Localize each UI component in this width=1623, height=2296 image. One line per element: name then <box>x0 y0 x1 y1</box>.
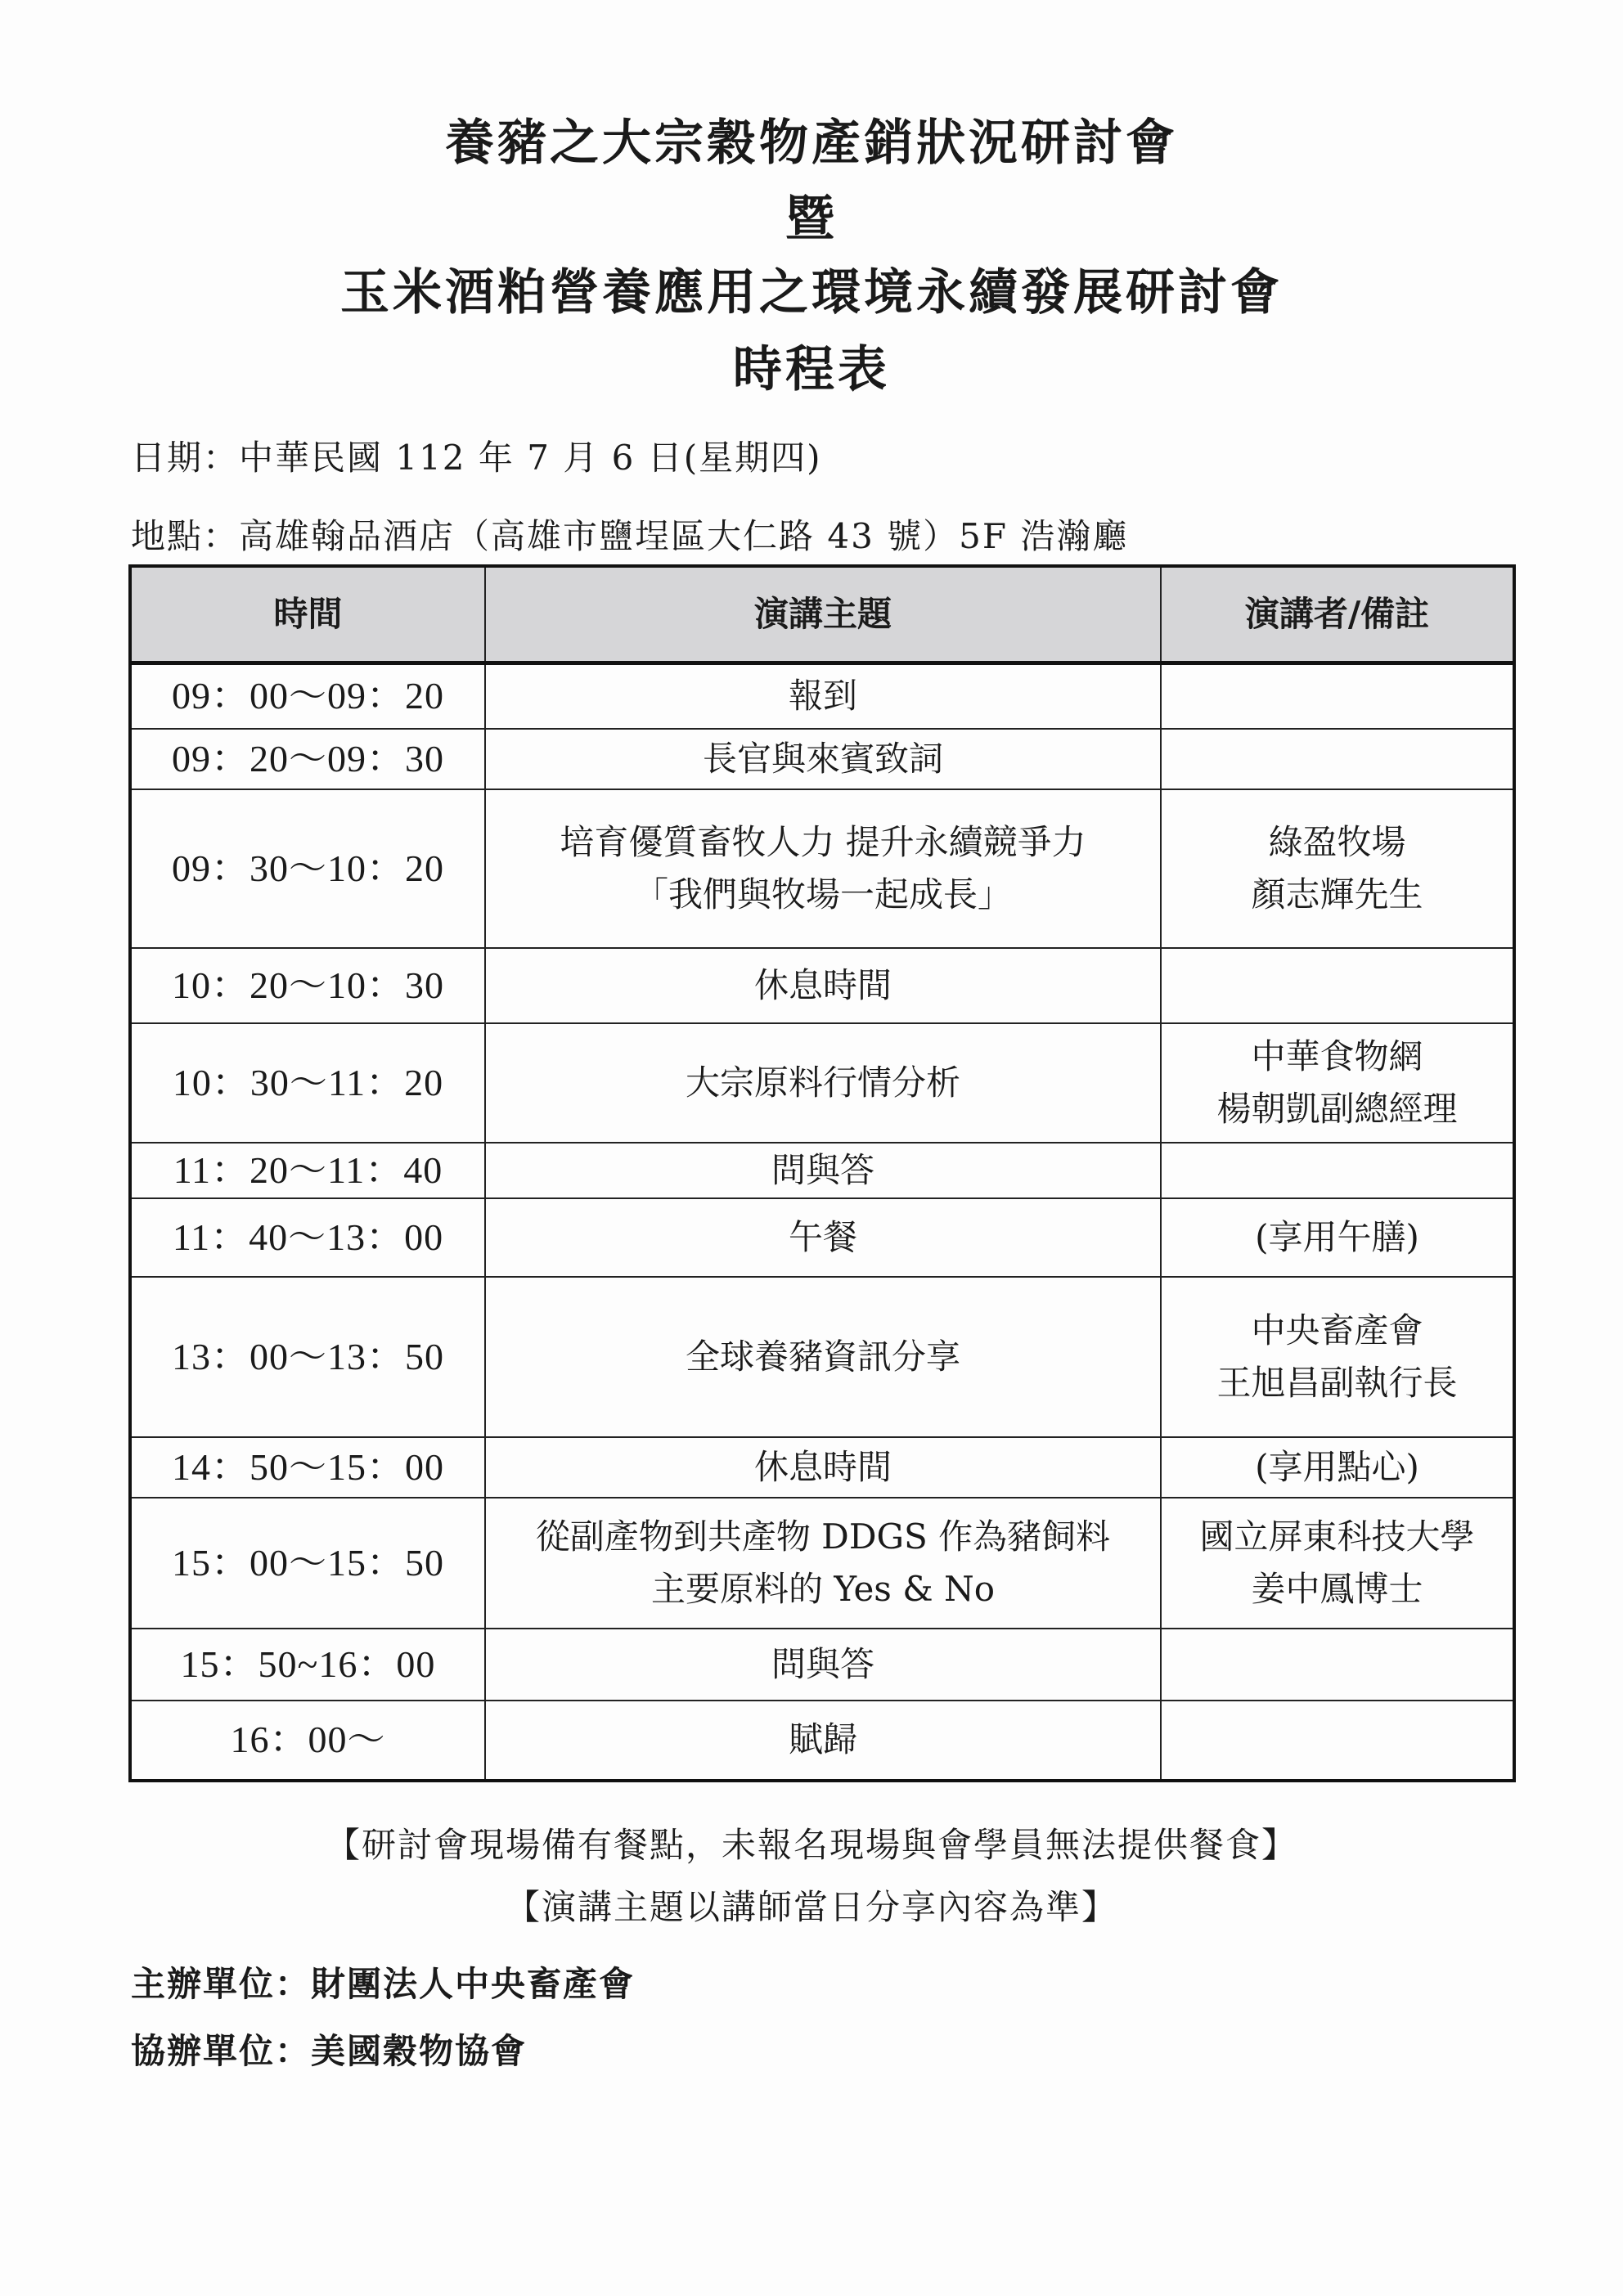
event-date: 日期：中華民國 112 年 7 月 6 日(星期四) <box>131 438 822 478</box>
topic-line: 報到 <box>788 676 857 717</box>
topic-line: 培育優質畜牧人力 提升永續競爭力 <box>560 821 1086 862</box>
speaker-line: 王旭昌副執行長 <box>1216 1362 1458 1403</box>
row-speaker <box>1161 1143 1514 1198</box>
row-topic <box>485 1629 1161 1701</box>
speaker-line: 姜中鳳博士 <box>1251 1568 1423 1609</box>
speaker-line: (享用點心) <box>1255 1446 1419 1487</box>
table-row <box>130 789 1514 948</box>
event-venue: 地點：高雄翰品酒店（高雄市鹽埕區大仁路 43 號）5F 浩瀚廳 <box>131 516 1129 556</box>
schedule-table <box>128 564 1516 1782</box>
topic-line: 休息時間 <box>753 1446 892 1487</box>
speaker-line: 國立屏東科技大學 <box>1199 1516 1475 1557</box>
topic-line: 大宗原料行情分析 <box>685 1062 960 1103</box>
topic-line: 休息時間 <box>753 964 892 1005</box>
topic-line: 全球養豬資訊分享 <box>685 1336 960 1377</box>
row-speaker <box>1161 729 1514 789</box>
title-line-1: 養豬之大宗穀物產銷狀況研討會 <box>445 115 1178 172</box>
table-row <box>130 1629 1514 1701</box>
speaker-line: 楊朝凱副總經理 <box>1216 1088 1458 1129</box>
row-time: 15：00～15：50 <box>130 1498 485 1629</box>
row-topic <box>485 789 1161 948</box>
row-speaker <box>1161 1629 1514 1701</box>
topic-line: 「我們與牧場一起成長」 <box>633 874 1012 914</box>
row-topic <box>485 1701 1161 1781</box>
title-line-2: 暨 <box>785 191 838 248</box>
row-speaker <box>1161 1498 1514 1629</box>
row-topic <box>485 1023 1161 1143</box>
row-speaker <box>1161 948 1514 1023</box>
row-time: 09：20～09：30 <box>130 729 485 789</box>
row-topic <box>485 1277 1161 1437</box>
table-row <box>130 729 1514 789</box>
topic-line: 問與答 <box>771 1643 874 1684</box>
row-time: 14：50～15：00 <box>130 1437 485 1498</box>
schedule-body <box>130 663 1514 1781</box>
header-time: 時間 <box>130 566 485 663</box>
row-speaker <box>1161 1023 1514 1143</box>
table-header-row <box>130 566 1514 663</box>
row-topic <box>485 663 1161 729</box>
topic-line: 問與答 <box>771 1149 874 1190</box>
row-topic <box>485 729 1161 789</box>
row-topic <box>485 1498 1161 1629</box>
header-speaker: 演講者/備註 <box>1161 566 1514 663</box>
row-time: 11：20～11：40 <box>130 1143 485 1198</box>
table-row <box>130 1437 1514 1498</box>
co-host-organizer: 協辦單位：美國穀物協會 <box>131 2031 528 2071</box>
title-line-3: 玉米酒粕營養應用之環境永續發展研討會 <box>340 264 1283 321</box>
topic-line: 從副產物到共產物 DDGS 作為豬飼料 <box>535 1516 1111 1557</box>
row-speaker <box>1161 663 1514 729</box>
speaker-line: 中央畜產會 <box>1251 1310 1423 1350</box>
row-time: 09：30～10：20 <box>130 789 485 948</box>
meal-note: 【研討會現場備有餐點，未報名現場與會學員無法提供餐食】 <box>325 1825 1297 1865</box>
table-row <box>130 1023 1514 1143</box>
table-row <box>130 1277 1514 1437</box>
host-organizer: 主辦單位：財團法人中央畜產會 <box>131 1964 636 2004</box>
topic-line: 主要原料的 Yes & No <box>651 1568 995 1609</box>
row-time: 16：00～ <box>130 1701 485 1781</box>
row-time: 15：50~16：00 <box>130 1629 485 1701</box>
speaker-line: 中華食物網 <box>1251 1036 1423 1076</box>
table-row <box>130 1498 1514 1629</box>
row-speaker <box>1161 1198 1514 1277</box>
topic-note: 【演講主題以講師當日分享內容為準】 <box>505 1887 1117 1927</box>
table-row <box>130 663 1514 729</box>
table-row <box>130 1198 1514 1277</box>
row-topic <box>485 948 1161 1023</box>
row-topic <box>485 1437 1161 1498</box>
row-speaker <box>1161 1701 1514 1781</box>
speaker-line: 綠盈牧場 <box>1268 821 1406 862</box>
table-row <box>130 1701 1514 1781</box>
topic-line: 長官與來賓致詞 <box>702 738 943 779</box>
row-topic <box>485 1143 1161 1198</box>
title-line-4: 時程表 <box>733 341 890 398</box>
row-speaker <box>1161 1277 1514 1437</box>
speaker-line: (享用午膳) <box>1255 1216 1419 1257</box>
topic-line: 午餐 <box>788 1216 857 1257</box>
row-time: 10：30～11：20 <box>130 1023 485 1143</box>
row-time: 09：00～09：20 <box>130 663 485 729</box>
row-speaker <box>1161 1437 1514 1498</box>
speaker-line: 顏志輝先生 <box>1251 874 1423 914</box>
header-topic: 演講主題 <box>485 566 1161 663</box>
table-row <box>130 948 1514 1023</box>
row-time: 10：20～10：30 <box>130 948 485 1023</box>
row-time: 11：40～13：00 <box>130 1198 485 1277</box>
row-speaker <box>1161 789 1514 948</box>
topic-line: 賦歸 <box>788 1719 857 1759</box>
row-time: 13：00～13：50 <box>130 1277 485 1437</box>
row-topic <box>485 1198 1161 1277</box>
table-row <box>130 1143 1514 1198</box>
